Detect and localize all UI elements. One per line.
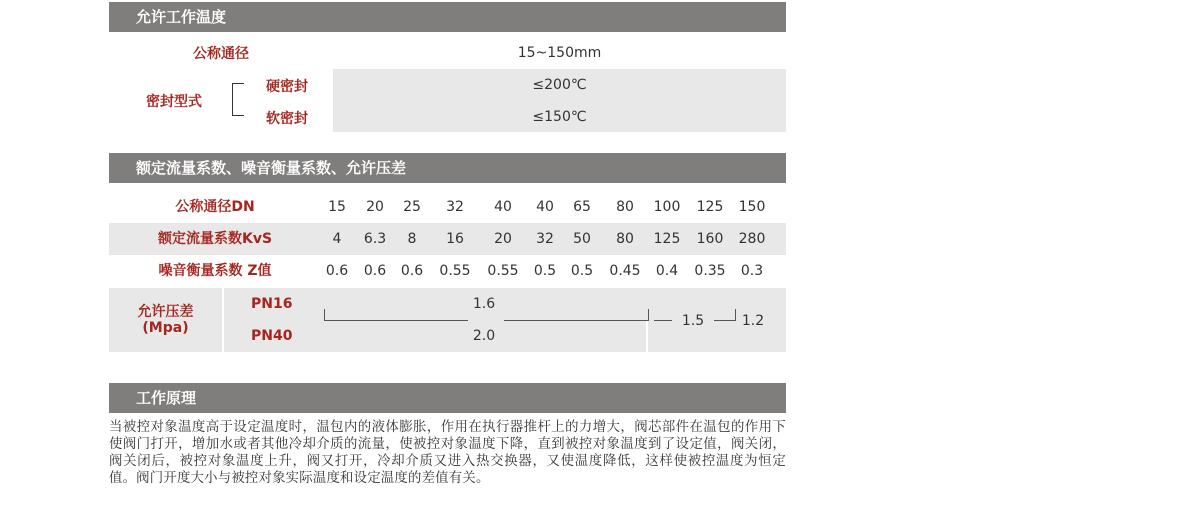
section-header-temperature [109, 2, 786, 32]
z-cell: 0.45 [609, 263, 641, 279]
z-cell: 0.6 [363, 263, 387, 279]
section-title: 额定流量系数、噪音衡量系数、允许压差 [136, 159, 407, 177]
z-cell: 0.5 [570, 263, 594, 279]
z-cell: 0.55 [439, 263, 471, 279]
nominal-diameter-label: 公称通径 [193, 46, 249, 62]
section-header-principle [109, 383, 786, 413]
section-title: 允许工作温度 [136, 8, 227, 26]
dn-cell: 40 [494, 199, 512, 215]
range-tick-mid [648, 309, 649, 321]
range-dash-left [654, 320, 672, 321]
kvs-cell: 280 [738, 231, 766, 247]
z-cell: 0.6 [400, 263, 424, 279]
kvs-cell: 125 [653, 231, 681, 247]
range-dash-right [714, 320, 735, 321]
dn-cell: 80 [616, 199, 634, 215]
pn40-value: 2.0 [472, 328, 496, 344]
kvs-cell: 50 [573, 231, 591, 247]
kvs-cell: 160 [696, 231, 724, 247]
z-cell: 0.35 [694, 263, 726, 279]
z-cell: 0.5 [533, 263, 557, 279]
dn-cell: 40 [536, 199, 554, 215]
pn40-label: PN40 [251, 328, 293, 344]
range-line-left [324, 320, 468, 321]
dn-cell: 65 [573, 199, 591, 215]
mid-value: 1.5 [681, 313, 705, 329]
dn-cell: 100 [653, 199, 681, 215]
kvs-cell: 16 [446, 231, 464, 247]
hard-seal-label: 硬密封 [266, 79, 308, 95]
z-cell: 0.4 [655, 263, 679, 279]
kvs-cell: 6.3 [363, 231, 387, 247]
z-cell: 0.3 [740, 263, 764, 279]
range-tick-end [735, 309, 736, 321]
kvs-cell: 80 [616, 231, 634, 247]
range-line-right [504, 320, 649, 321]
dn-cell: 25 [403, 199, 421, 215]
section-title: 工作原理 [136, 389, 197, 407]
pn16-value: 1.6 [472, 296, 496, 312]
pn16-label: PN16 [251, 296, 293, 312]
principle-text: 当被控对象温度高于设定温度时，温包内的液体膨胀，作用在执行器推杆上的力增大，阀芯部件在温包的作用下使阀门打开，增加水或者其他冷却介质的流量，使被控对象温度下降，直到被控对象温度到了设定值，阀关闭，阀关闭后，被控对象温度上升，阀又打开，冷却介质又进入热交换器，又使温度降低，这样使被控温度为恒定值。阀门开度大小与被控对象实际温度和设定温度的差值有关。 [109, 420, 786, 486]
kvs-cell: 8 [407, 231, 417, 247]
seal-type-label: 密封型式 [146, 94, 202, 110]
dn-cell: 150 [738, 199, 766, 215]
dn-cell: 20 [366, 199, 384, 215]
dn-cell: 15 [328, 199, 346, 215]
end-value: 1.2 [741, 313, 765, 329]
kvs-cell: 20 [494, 231, 512, 247]
hard-seal-value: ≤200℃ [532, 77, 587, 93]
kvs-label: 额定流量系数KvS [157, 231, 273, 247]
z-cell: 0.55 [487, 263, 519, 279]
seal-bracket [232, 83, 244, 116]
dn-cell: 32 [446, 199, 464, 215]
kvs-cell: 4 [332, 231, 342, 247]
section-header-coefficients [109, 153, 786, 183]
dn-label: 公称通径DN [175, 199, 255, 215]
dn-cell: 125 [696, 199, 724, 215]
kvs-cell: 32 [536, 231, 554, 247]
z-cell: 0.6 [325, 263, 349, 279]
soft-seal-value: ≤150℃ [532, 109, 587, 125]
dp-unit: (Mpa) [142, 320, 189, 336]
soft-seal-label: 软密封 [266, 111, 308, 127]
z-label: 噪音衡量系数 Z值 [158, 263, 272, 279]
dp-label: 允许压差 [137, 304, 194, 320]
nominal-diameter-value: 15~150mm [517, 45, 602, 61]
